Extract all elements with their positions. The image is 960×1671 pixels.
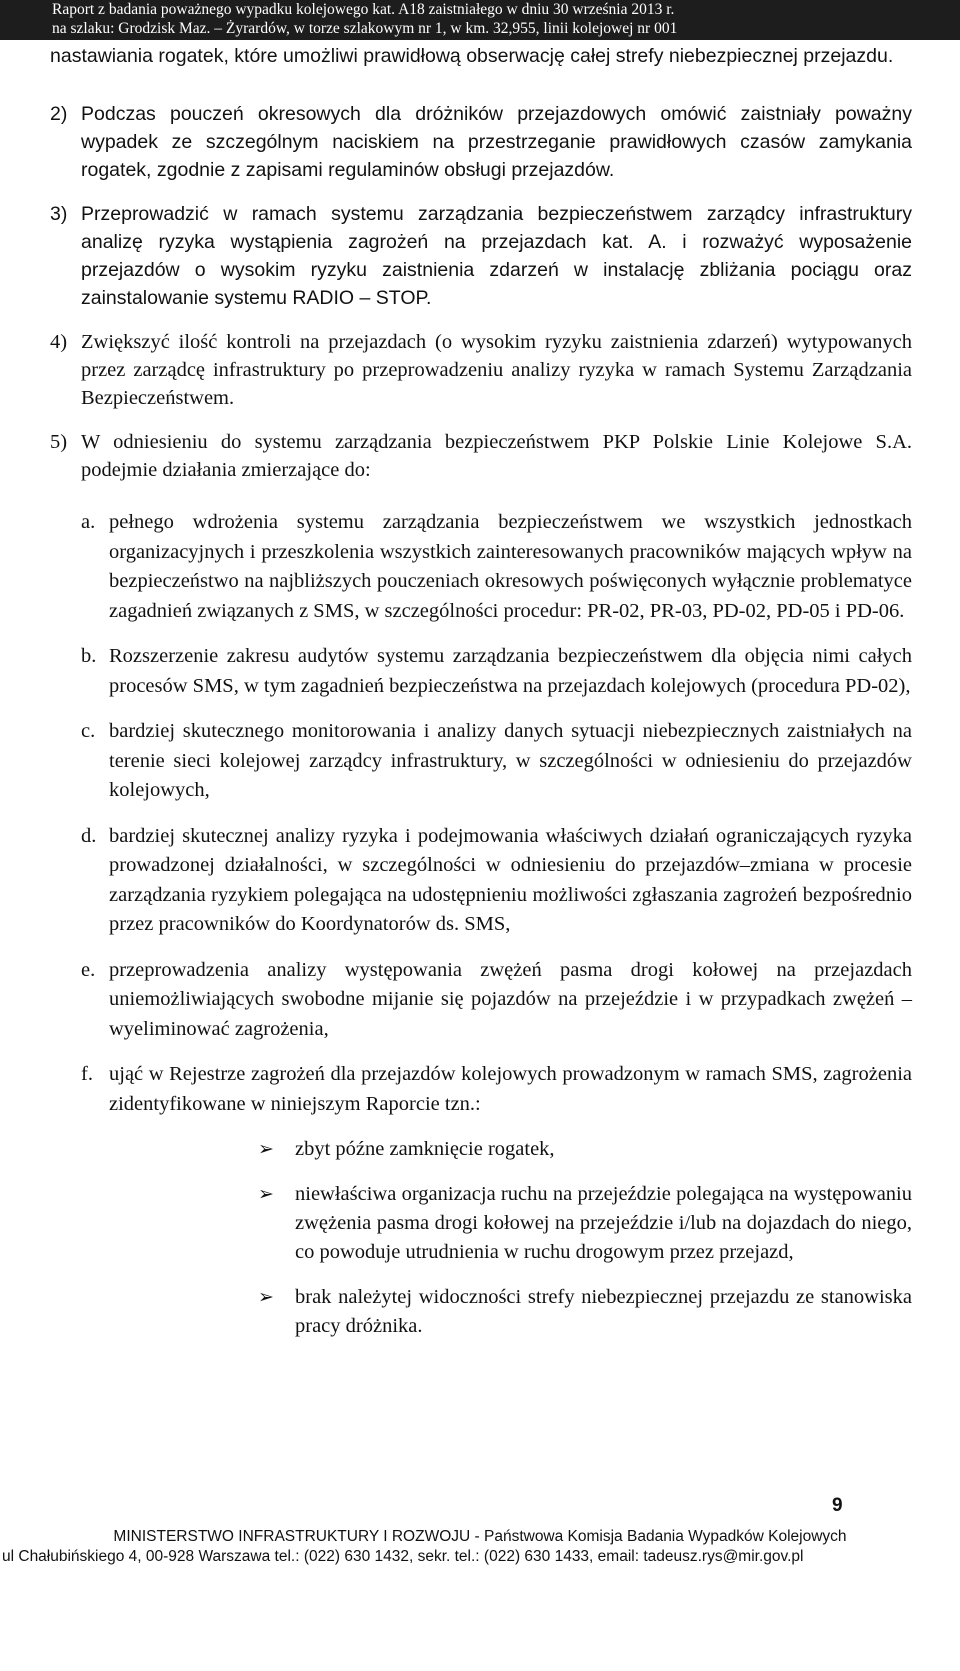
header-line-2: na szlaku: Grodzisk Maz. – Żyrardów, w torze szlakowym nr 1, w km. 32,955, linii kolejowej nr 001: [52, 20, 678, 37]
header-line-1: Raport z badania poważnego wypadku kolejowego kat. A18 zaistniałego w dniu 30 września 2013 r.: [52, 1, 675, 18]
item-text: Zwiększyć ilość kontroli na przejazdach (o wysokim ryzyku zaistnienia zdarzeń) wytypowanych przez zarządcę infrastruktury po przeprowadzeniu analizy ryzyka w ramach Systemu Zarządzania Bezpieczeństwem.: [81, 331, 912, 409]
sub-item-text: pełnego wdrożenia systemu zarządzania bezpieczeństwem we wszystkich jednostkach organizacyjnych i przeszkolenia wszystkich zainteresowanych pracowników mających wpływ na bezpieczeństwo na najbliższych pouczeniach okresowych poświęconych wyłącznie problematyce zagadnień związanych z SMS, w szczególności procedur: PR-02, PR-03, PD-02, PD-05 i PD-06.: [109, 511, 912, 622]
sub-item: [81, 642, 912, 701]
bullet-text: zbyt późne zamknięcie rogatek,: [295, 1138, 555, 1160]
sub-item-text: bardziej skutecznego monitorowania i analizy danych sytuacji niebezpiecznych zaistniałych na terenie sieci kolejowej zarządcy infrastruktury, w szczególności w odniesieniu do przejazdów kolejowych,: [109, 720, 912, 801]
page-footer: [0, 1527, 960, 1567]
sub-item-text: przeprowadzenia analizy występowania zwężeń pasma drogi kołowej na przejazdach uniemożliwiających swobodne mijanie się pojazdów na przejeździe i w przypadkach zwężeń – wyeliminować zagrożenia,: [109, 958, 912, 1040]
hazard-bullet: [258, 1135, 912, 1164]
item-number: 4): [50, 331, 68, 353]
recommendation-item: [50, 100, 912, 184]
sub-item: [81, 1060, 912, 1119]
hazard-bullet: [258, 1180, 912, 1267]
arrow-bullet-icon: ➢: [258, 1286, 274, 1308]
footer-line-1: MINISTERSTWO INFRASTRUKTURY I ROZWOJU - Państwowa Komisja Badania Wypadków Kolejowych: [113, 1528, 847, 1545]
item-text: Podczas pouczeń okresowych dla dróżników przejazdowych omówić zaistniały poważny wypadek ze szczególnym naciskiem na przestrzeganie prawidłowych czasów zamykania rogatek, zgodnie z zapisami regulaminów obsługi przejazdów.: [81, 103, 912, 181]
arrow-bullet-icon: ➢: [258, 1138, 274, 1160]
sub-item-letter: d.: [81, 824, 97, 847]
sub-item: [81, 717, 912, 806]
sub-item: [81, 956, 912, 1045]
recommendation-item: [50, 200, 912, 312]
document-body: [50, 40, 912, 1341]
sub-item-text: ująć w Rejestrze zagrożeń dla przejazdów kolejowych prowadzonym w ramach SMS, zagrożenia zidentyfikowane w niniejszym Raporcie tzn.:: [109, 1063, 912, 1115]
bullet-text: brak należytej widoczności strefy niebezpiecznej przejazdu ze stanowiska pracy dróżnika.: [295, 1286, 912, 1337]
sub-item-text: Rozszerzenie zakresu audytów systemu zarządzania bezpieczeństwem dla objęcia nimi całych procesów SMS, w tym zagadnień bezpieczeństwa na przejazdach kolejowych (procedura PD-02),: [109, 645, 912, 697]
sub-item: [81, 508, 912, 626]
hazard-bullet: [258, 1283, 912, 1341]
sub-item-letter: e.: [81, 958, 96, 981]
sub-item-letter: a.: [81, 511, 96, 533]
sub-item-letter: f.: [81, 1063, 93, 1085]
sub-item: [81, 822, 912, 940]
recommendation-item: [50, 428, 912, 484]
page-header: [0, 0, 960, 40]
sub-item-text: bardziej skutecznej analizy ryzyka i podejmowania właściwych działań ograniczających ryzyka prowadzonej działalności, w szczególności w odniesieniu do przejazdów–zmiana w procesie zarządzania ryzykiem polegająca na udostępnieniu możliwości zgłaszania zagrożeń bezpośrednio przez pracowników do Koordynatorów ds. SMS,: [109, 824, 912, 935]
item-number: 3): [50, 203, 68, 225]
sub-item-letter: c.: [81, 720, 96, 742]
page-number: 9: [832, 1495, 843, 1516]
item-text: Przeprowadzić w ramach systemu zarządzania bezpieczeństwem zarządcy infrastruktury analizę ryzyka wystąpienia zagrożeń na przejazdach kat. A. i rozważyć wyposażenie przejazdów o wysokim ryzyku zaistnienia zdarzeń w instalację zbliżania pociągu oraz zainstalowanie systemu RADIO – STOP.: [81, 203, 912, 309]
item-number: 2): [50, 103, 68, 125]
item-text: W odniesieniu do systemu zarządzania bezpieczeństwem PKP Polskie Linie Kolejowe S.A. podejmie działania zmierzające do:: [81, 431, 912, 481]
item-number: 5): [50, 431, 68, 453]
arrow-bullet-icon: ➢: [258, 1183, 274, 1205]
footer-line-2: ul Chałubińskiego 4, 00-928 Warszawa tel.: (022) 630 1432, sekr. tel.: (022) 630 1433, email: tadeusz.rys@mir.gov.pl: [2, 1548, 804, 1565]
bullet-text: niewłaściwa organizacja ruchu na przejeździe polegająca na występowaniu zwężenia pasma drogi kołowej na przejeździe i/lub na dojazdach do niego, co powoduje utrudnienia w ruchu drogowym przez przejazd,: [295, 1183, 912, 1263]
sub-item-letter: b.: [81, 645, 97, 667]
intro-paragraph: nastawiania rogatek, które umożliwi prawidłową obserwację całej strefy niebezpiecznej przejazdu.: [50, 45, 894, 67]
recommendation-item: [50, 328, 912, 412]
